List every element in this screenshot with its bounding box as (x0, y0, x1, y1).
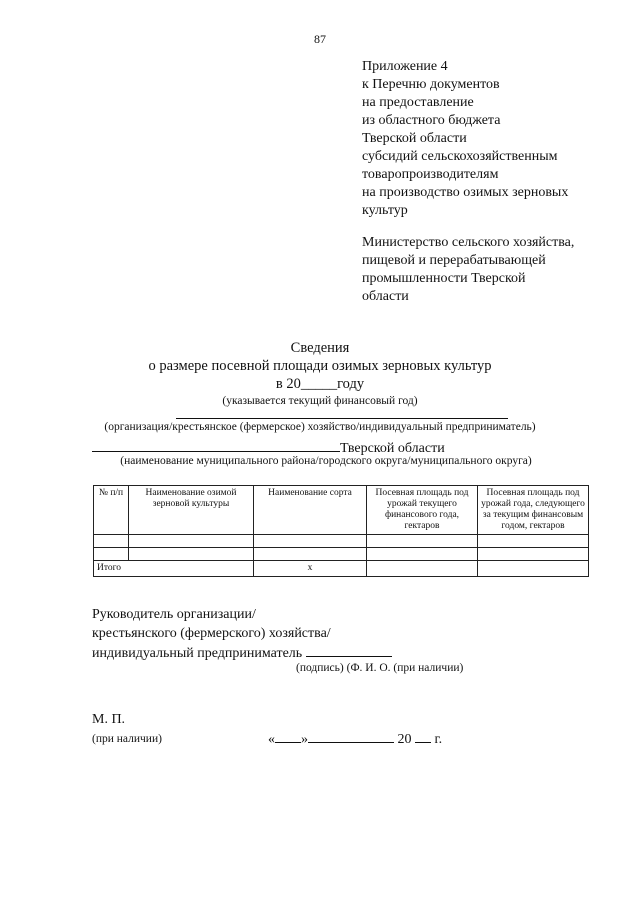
appendix-line: товаропроизводителям (362, 167, 499, 182)
date-close-quote: » (301, 732, 308, 747)
date-month-field[interactable] (308, 729, 394, 743)
title-year-line (0, 375, 640, 393)
crop-area-table (93, 485, 589, 577)
appendix-line: субсидий сельскохозяйственным (362, 149, 558, 164)
table-header-row (94, 486, 589, 535)
table-total-row (94, 561, 589, 577)
date-year-suffix: г. (434, 732, 443, 747)
appendix-header (362, 58, 632, 220)
signature-line-3 (92, 643, 392, 663)
appendix-line: на предоставление (362, 95, 474, 110)
page-number: 87 (314, 32, 326, 46)
col-header-crop: Наименование озимой зерновой культуры (129, 486, 254, 535)
table-cell[interactable] (367, 535, 478, 548)
table-cell[interactable] (129, 548, 254, 561)
table-row (94, 548, 589, 561)
col-header-number: № п/п (94, 486, 129, 535)
addressee-ministry (362, 234, 632, 306)
year-suffix: году (337, 376, 365, 392)
organization-field[interactable] (176, 418, 508, 419)
title-line-1: Сведения (290, 340, 350, 356)
signature-line-2: крестьянского (фермерского) хозяйства/ (92, 626, 331, 641)
appendix-line: из областного бюджета (362, 113, 501, 128)
date-day-field[interactable] (275, 729, 301, 743)
region-label: Тверской области (340, 441, 445, 456)
signature-block (92, 605, 392, 663)
table-row (94, 535, 589, 548)
table-cell[interactable] (478, 548, 589, 561)
organization-note: (организация/крестьянское (фермерское) хозяйство/индивидуальный предприниматель) (104, 421, 536, 433)
title-line-2: о размере посевной площади озимых зерновых культур (148, 358, 492, 374)
signature-field[interactable] (306, 643, 392, 657)
table-cell[interactable] (367, 548, 478, 561)
signature-note: (подпись) (Ф. И. О. (при наличии) (296, 662, 464, 674)
stamp-label: М. П. (92, 712, 126, 727)
appendix-line: к Перечню документов (362, 77, 500, 92)
date-century: 20 (397, 732, 412, 747)
table-cell[interactable] (478, 535, 589, 548)
municipality-field[interactable] (92, 437, 340, 452)
document-title (0, 339, 640, 409)
signer-role: индивидуальный предприниматель (92, 646, 303, 661)
total-label: Итого (94, 561, 254, 577)
signature-line-1: Руководитель организации/ (92, 607, 256, 622)
municipality-note: (наименование муниципального района/городского округа/муниципального округа) (120, 455, 532, 467)
appendix-line: на производство озимых зерновых (362, 185, 569, 200)
appendix-line: Тверской области (362, 131, 467, 146)
ministry-line: промышленности Тверской (362, 271, 526, 286)
ministry-line: Министерство сельского хозяйства, (362, 235, 575, 250)
total-current-area[interactable] (367, 561, 478, 577)
year-blank[interactable]: _____ (300, 376, 338, 392)
appendix-line: культур (362, 203, 408, 218)
ministry-line: пищевой и перерабатывающей (362, 253, 546, 268)
appendix-line: Приложение 4 (362, 59, 448, 74)
table-cell[interactable] (254, 535, 367, 548)
year-prefix: в 20 (275, 376, 301, 392)
total-next-area[interactable] (478, 561, 589, 577)
total-variety-mark: х (254, 561, 367, 577)
stamp-note: (при наличии) (92, 733, 162, 745)
municipality-row (92, 437, 445, 457)
table-cell[interactable] (254, 548, 367, 561)
date-line (268, 729, 442, 748)
col-header-current-area: Посевная площадь под урожай текущего финансового года, гектаров (367, 486, 478, 535)
table-cell[interactable] (94, 535, 129, 548)
col-header-variety: Наименование сорта (254, 486, 367, 535)
table-cell[interactable] (94, 548, 129, 561)
year-note: (указывается текущий финансовый год) (222, 395, 418, 407)
col-header-next-area: Посевная площадь под урожай года, следующего за текущим финансовым годом, гектаров (478, 486, 589, 535)
date-open-quote: « (268, 732, 275, 747)
ministry-line: области (362, 289, 409, 304)
date-year-field[interactable] (415, 729, 431, 743)
table-cell[interactable] (129, 535, 254, 548)
